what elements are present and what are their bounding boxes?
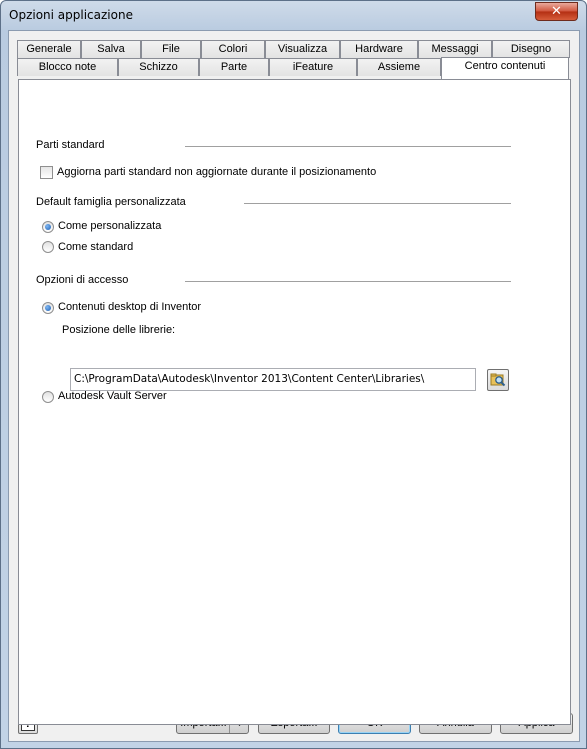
- tab-ifeature[interactable]: iFeature: [269, 58, 357, 76]
- tab-centro-contenuti[interactable]: Centro contenuti: [441, 57, 569, 79]
- refresh-standard-parts-checkbox[interactable]: [40, 166, 53, 179]
- tab-schizzo[interactable]: Schizzo: [118, 58, 199, 76]
- browse-folder-icon: [488, 370, 508, 390]
- tab-blocco-note[interactable]: Blocco note: [17, 58, 118, 76]
- tab-hardware[interactable]: Hardware: [340, 40, 418, 58]
- standard-parts-heading: Parti standard: [36, 139, 105, 151]
- vault-server-label[interactable]: Autodesk Vault Server: [58, 390, 167, 402]
- library-location-label: Posizione delle librerie:: [62, 324, 176, 336]
- tab-salva[interactable]: Salva: [81, 40, 141, 58]
- desktop-content-radio[interactable]: [42, 302, 54, 314]
- tab-colori[interactable]: Colori: [201, 40, 265, 58]
- section-divider: [185, 146, 511, 147]
- window-title: Opzioni applicazione: [9, 8, 133, 22]
- as-custom-radio[interactable]: [42, 221, 54, 233]
- tab-assieme[interactable]: Assieme: [357, 58, 441, 76]
- default-family-heading: Default famiglia personalizzata: [36, 196, 186, 208]
- as-standard-radio[interactable]: [42, 241, 54, 253]
- access-options-heading: Opzioni di accesso: [36, 274, 129, 286]
- close-button[interactable]: ✕: [535, 2, 578, 21]
- vault-server-radio[interactable]: [42, 391, 54, 403]
- section-divider: [185, 281, 511, 282]
- as-standard-label[interactable]: Come standard: [58, 241, 134, 253]
- tab-visualizza[interactable]: Visualizza: [265, 40, 340, 58]
- dialog-client: [8, 30, 580, 742]
- library-path-field[interactable]: C:\ProgramData\Autodesk\Inventor 2013\Content Center\Libraries\: [70, 368, 476, 391]
- tab-messaggi[interactable]: Messaggi: [418, 40, 492, 58]
- tab-file[interactable]: File: [141, 40, 201, 58]
- section-divider: [244, 203, 511, 204]
- refresh-standard-parts-label[interactable]: Aggiorna parti standard non aggiornate durante il posizionamento: [57, 166, 377, 178]
- tab-parte[interactable]: Parte: [199, 58, 269, 76]
- as-custom-label[interactable]: Come personalizzata: [58, 220, 162, 232]
- tab-generale[interactable]: Generale: [17, 40, 81, 58]
- tab-disegno[interactable]: Disegno: [492, 40, 570, 58]
- desktop-content-label[interactable]: Contenuti desktop di Inventor: [58, 301, 202, 313]
- browse-button[interactable]: [487, 369, 509, 391]
- content-center-panel: [18, 79, 571, 725]
